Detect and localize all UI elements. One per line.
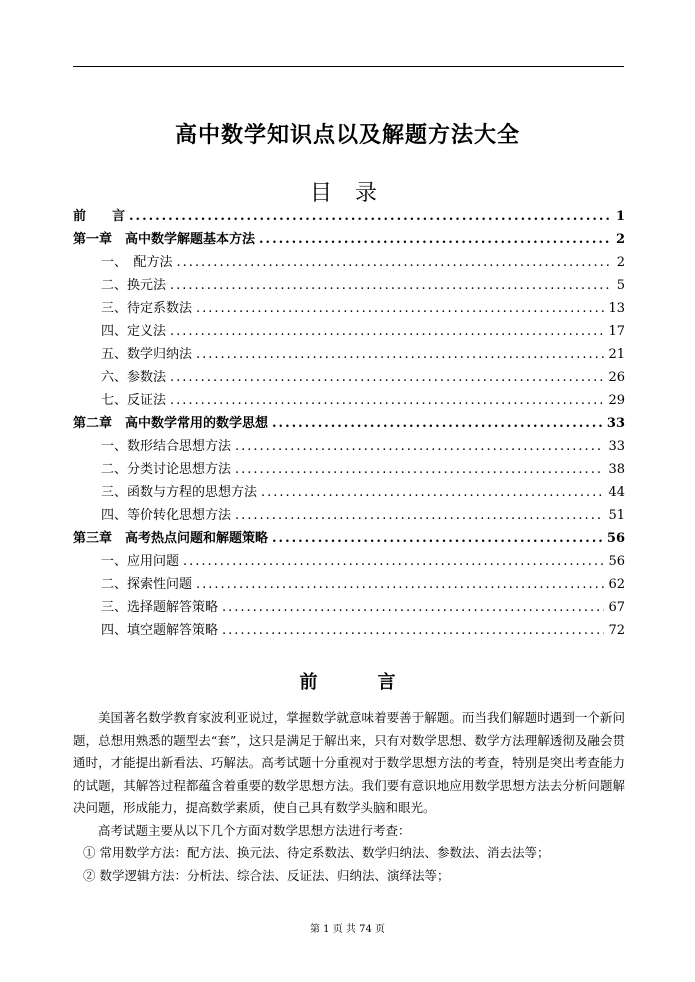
preface-body <box>73 707 625 887</box>
toc-entry[interactable] <box>73 366 625 389</box>
preface-title-right: 言 <box>377 672 396 693</box>
toc-entry-label: 第二章 高中数学常用的数学思想 <box>73 416 269 431</box>
toc-entry-page: 5 <box>616 278 625 293</box>
toc-entry-page: 21 <box>608 347 625 362</box>
header-rule <box>73 66 624 67</box>
toc-leader-dots <box>177 251 611 274</box>
toc-entry-label: 四、填空题解答策略 <box>101 623 219 638</box>
toc-entry-page: 51 <box>608 508 625 523</box>
toc-entry-page: 26 <box>608 370 625 385</box>
toc-heading: 目 录 <box>310 181 385 206</box>
toc-entry-label: 四、定义法 <box>101 324 167 339</box>
toc-entry-page: 1 <box>615 209 625 224</box>
toc-entry-page: 56 <box>608 554 625 569</box>
toc-entry[interactable] <box>73 274 625 297</box>
toc-entry-page: 38 <box>608 462 625 477</box>
toc-entry[interactable] <box>73 412 625 435</box>
toc-entry-label: 第一章 高中数学解题基本方法 <box>73 232 256 247</box>
toc-leader-dots <box>196 343 604 366</box>
toc-entry-label: 四、等价转化思想方法 <box>101 508 232 523</box>
toc-entry-label: 六、参数法 <box>101 370 167 385</box>
toc-entry-page: 13 <box>608 301 625 316</box>
toc-entry-page: 33 <box>606 416 625 431</box>
preface-list-item: ② 数学逻辑方法：分析法、综合法、反证法、归纳法、演绎法等； <box>83 867 450 883</box>
toc-entry-label: 二、探索性问题 <box>101 577 193 592</box>
document-title: 高中数学知识点以及解题方法大全 <box>174 122 520 148</box>
toc-entry-page: 67 <box>608 600 625 615</box>
toc-leader-dots <box>261 481 604 504</box>
toc-leader-dots <box>196 297 604 320</box>
toc-entry[interactable] <box>73 481 625 504</box>
toc-entry-label: 三、选择题解答策略 <box>101 600 219 615</box>
preface-title-left: 前 <box>299 672 318 693</box>
toc-entry-label: 前 言 <box>73 209 126 224</box>
toc-entry-label: 第三章 高考热点问题和解题策略 <box>73 531 269 546</box>
toc-entry-page: 62 <box>608 577 625 592</box>
toc-entry-label: 三、待定系数法 <box>101 301 193 316</box>
toc-leader-dots <box>170 274 611 297</box>
toc-entry-label: 二、换元法 <box>101 278 167 293</box>
toc-entry-page: 17 <box>608 324 625 339</box>
toc-entry[interactable] <box>73 320 625 343</box>
preface-paragraph: 高考试题主要从以下几个方面对数学思想方法进行考查： <box>98 822 411 838</box>
table-of-contents <box>73 205 625 642</box>
page-footer: 第 1 页 共 74 页 <box>310 924 385 935</box>
toc-leader-dots <box>259 228 611 251</box>
preface-list-item: ① 常用数学方法：配方法、换元法、待定系数法、数学归纳法、参数法、消去法等； <box>83 845 550 860</box>
toc-entry-page: 56 <box>606 531 625 546</box>
toc-entry[interactable] <box>73 435 625 458</box>
toc-entry[interactable] <box>73 228 625 251</box>
toc-entry-page: 29 <box>608 393 625 408</box>
toc-leader-dots <box>272 527 603 550</box>
toc-entry[interactable] <box>73 251 625 274</box>
toc-leader-dots <box>272 412 603 435</box>
toc-entry[interactable] <box>73 596 625 619</box>
preface-title <box>0 668 695 694</box>
toc-leader-dots <box>170 320 604 343</box>
toc-entry[interactable] <box>73 550 625 573</box>
toc-entry[interactable] <box>73 527 625 550</box>
toc-leader-dots <box>222 619 604 642</box>
toc-entry[interactable] <box>73 297 625 320</box>
toc-entry[interactable] <box>73 343 625 366</box>
toc-entry-label: 一、数形结合思想方法 <box>101 439 232 454</box>
toc-leader-dots <box>235 458 604 481</box>
toc-leader-dots <box>129 205 611 228</box>
toc-leader-dots <box>235 504 604 527</box>
toc-entry[interactable] <box>73 205 625 228</box>
toc-entry[interactable] <box>73 458 625 481</box>
toc-entry[interactable] <box>73 389 625 412</box>
toc-entry-page: 72 <box>608 623 625 638</box>
toc-leader-dots <box>183 550 604 573</box>
toc-entry-label: 三、函数与方程的思想方法 <box>101 485 258 500</box>
toc-entry[interactable] <box>73 504 625 527</box>
toc-entry[interactable] <box>73 573 625 596</box>
toc-entry-page: 2 <box>615 232 625 247</box>
toc-entry[interactable] <box>73 619 625 642</box>
toc-entry-label: 五、数学归纳法 <box>101 347 193 362</box>
toc-entry-page: 2 <box>616 255 625 270</box>
toc-leader-dots <box>196 573 604 596</box>
toc-entry-label: 一、应用问题 <box>101 554 180 569</box>
preface-paragraph: 美国著名数学教育家波利亚说过，掌握数学就意味着要善于解题。而当我们解题时遇到一个新问题，总想用熟悉的题型去“套”，这只是满足于解出来，只有对数学思想、数学方法理解透彻及融会贯通时，才能提出新看法、巧解法。高考试题十分重视对于数学思想方法的考查，特别是突出考查能力的试题，其解答过程都蕴含着重要的数学思想方法。我们要有意识地应用数学思想方法去分析问题解决问题，形成能力，提高数学素质，使自己具有数学头脑和眼光。 <box>73 710 625 815</box>
toc-leader-dots <box>235 435 604 458</box>
toc-entry-label: 二、分类讨论思想方法 <box>101 462 232 477</box>
toc-leader-dots <box>170 389 604 412</box>
toc-entry-label: 一、 配方法 <box>101 255 173 270</box>
toc-entry-page: 33 <box>608 439 625 454</box>
toc-entry-page: 44 <box>608 485 625 500</box>
toc-leader-dots <box>170 366 604 389</box>
toc-entry-label: 七、反证法 <box>101 393 167 408</box>
toc-leader-dots <box>222 596 604 619</box>
